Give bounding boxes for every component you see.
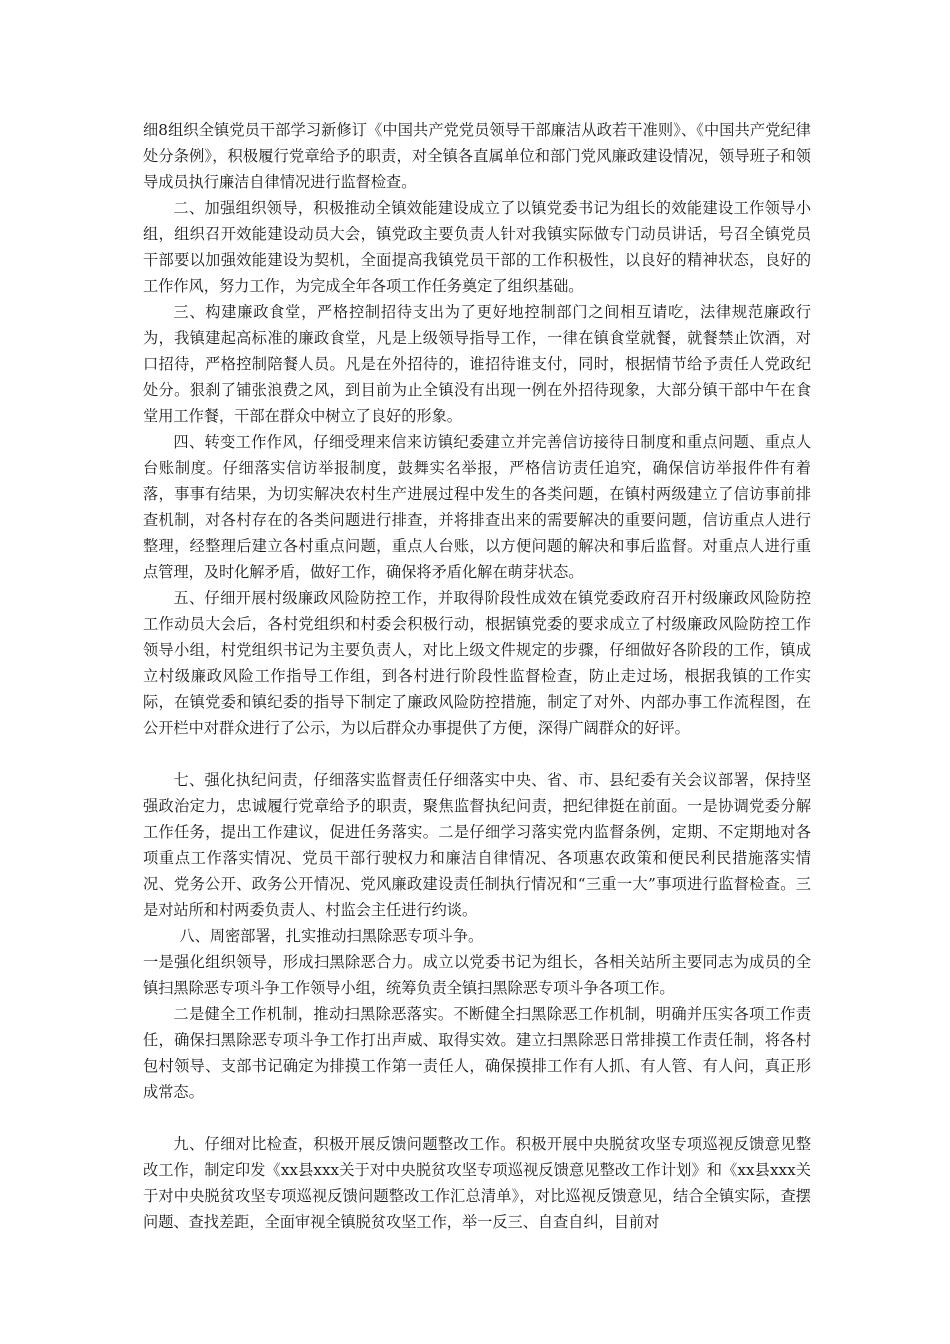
paragraph-section-eight: 八、周密部署，扎实推动扫黑除恶专项斗争。	[179, 927, 484, 945]
paragraph-section-eight-item-two: 二是健全工作机制，推动扫黑除恶落实。不断健全扫黑除恶工作机制，明确并压实各项工作责任，确保扫黑除恶专项斗争工作打出声威、取得实效。建立扫黑除恶日常排摸工作责任制，将各村包村领导、支部书记确定为排摸工作第一责任人，确保摸排工作有人抓、有人管、有人问，真正形成常态。	[143, 1005, 811, 1101]
paragraph-section-five: 五、仔细开展村级廉政风险防控工作，并取得阶段性成效在镇党委政府召开村级廉政风险防控工作动员大会后，各村党组织和村委会积极行动，根据镇党委的要求成立了村级廉政风险防控工作领导小组，村党组织书记为主要负责人，对比上级文件规定的步骤，仔细做好各阶段的工作，镇成立村级廉政风险工作指导工作组，到各村进行阶段性监督检查，防止走过场，根据我镇的工作实际，在镇党委和镇纪委的指导下制定了廉政风险防控措施，制定了对外、内部办事工作流程图，在公开栏中对群众进行了公示，为以后群众办事提供了方便，深得广阔群众的好评。	[143, 589, 811, 737]
paragraph-section-four: 四、转变工作作风，仔细受理来信来访镇纪委建立并完善信访接待日制度和重点问题、重点人台账制度。仔细落实信访举报制度，鼓舞实名举报，严格信访责任追究，确保信访举报件件有着落，事事有结果，为切实解决农村生产进展过程中发生的各类问题，在镇村两级建立了信访事前排查机制，对各村存在的各类问题进行排查，并将排查出来的需要解决的重要问题，信访重点人进行整理，经整理后建立各村重点问题，重点人台账，以方便问题的解决和事后监督。对重点人进行重点管理，及时化解矛盾，做好工作，确保将矛盾化解在萌芽状态。	[143, 433, 811, 581]
paragraph-section-eight-item-one: 一是强化组织领导，形成扫黑除恶合力。成立以党委书记为组长，各相关站所主要同志为成员的全镇扫黑除恶专项斗争工作领导小组，统筹负责全镇扫黑除恶专项斗争各项工作。	[143, 953, 811, 997]
document-body	[143, 117, 811, 1235]
paragraph-section-nine: 九、仔细对比检查，积极开展反馈问题整改工作。积极开展中央脱贫攻坚专项巡视反馈意见整改工作，制定印发《xx县xxx关于对中央脱贫攻坚专项巡视反馈意见整改工作计划》和《xx县xxx关于对中央脱贫攻坚专项巡视反馈问题整改工作汇总清单》，对比巡视反馈意见，结合全镇实际，查摆问题、查找差距，全面审视全镇脱贫攻坚工作，举一反三、自查自纠，目前对	[143, 1135, 811, 1231]
paragraph-section-seven: 七、强化执纪问责，仔细落实监督责任仔细落实中央、省、市、县纪委有关会议部署，保持坚强政治定力，忠诚履行党章给予的职责，聚焦监督执纪问责，把纪律挺在前面。一是协调党委分解工作任务，提出工作建议，促进任务落实。二是仔细学习落实党内监督条例，定期、不定期地对各项重点工作落实情况、党员干部行驶权力和廉洁自律情况、各项惠农政策和便民利民措施落实情况、党务公开、政务公开情况、党风廉政建设责任制执行情况和“三重一大”事项进行监督检查。三是对站所和村两委负责人、村监会主任进行约谈。	[143, 771, 811, 919]
paragraph-intro: 细8组织全镇党员干部学习新修订《中国共产党党员领导干部廉洁从政若干准则》、《中国共产党纪律处分条例》，积极履行党章给予的职责，对全镇各直属单位和部门党风廉政建设情况，领导班子和领导成员执行廉洁自律情况进行监督检查。	[143, 121, 811, 191]
paragraph-section-three: 三、构建廉政食堂，严格控制招待支出为了更好地控制部门之间相互请吃，法律规范廉政行为，我镇建起高标准的廉政食堂，凡是上级领导指导工作，一律在镇食堂就餐，就餐禁止饮酒，对口招待，严格控制陪餐人员。凡是在外招待的，谁招待谁支付，同时，根据情节给予责任人党政纪处分。狠刹了铺张浪费之风，到目前为止全镇没有出现一例在外招待现象，大部分镇干部中午在食堂用工作餐，干部在群众中树立了良好的形象。	[143, 303, 811, 425]
paragraph-section-two: 二、加强组织领导，积极推动全镇效能建设成立了以镇党委书记为组长的效能建设工作领导小组，组织召开效能建设动员大会，镇党政主要负责人针对我镇实际做专门动员讲话，号召全镇党员干部要以加强效能建设为契机，全面提高我镇党员干部的工作积极性，以良好的精神状态，良好的工作作风，努力工作，为完成全年各项工作任务奠定了组织基础。	[143, 199, 811, 295]
